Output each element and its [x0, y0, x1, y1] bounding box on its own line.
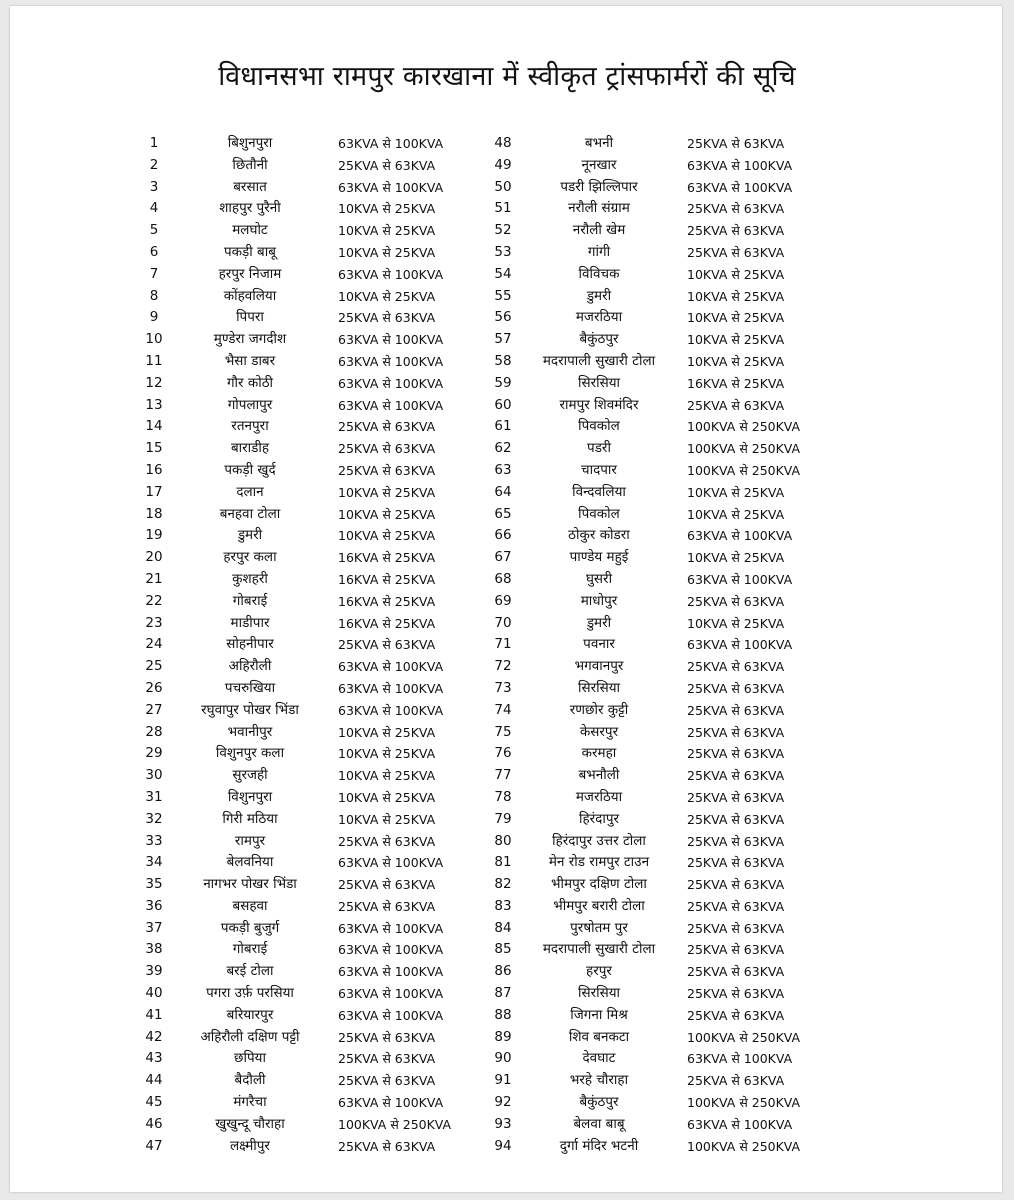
- village-name: हरपुर: [586, 963, 612, 980]
- serial-number: 69: [494, 592, 512, 609]
- village-name: बरियारपुर: [226, 1006, 274, 1023]
- serial-number: 48: [494, 135, 512, 151]
- transformer-capacity: 25KVA से 63KVA: [687, 920, 785, 936]
- serial-number: 43: [145, 1050, 163, 1067]
- transformer-capacity: 10KVA से 25KVA: [338, 528, 436, 544]
- serial-number: 87: [494, 985, 512, 1002]
- serial-number: 4: [149, 200, 159, 217]
- serial-number: 14: [145, 418, 163, 435]
- village-name: घुसरी: [585, 570, 613, 587]
- village-name: डुमरी: [237, 527, 263, 544]
- village-name: बभनौली: [578, 767, 620, 784]
- transformer-capacity: 25KVA से 63KVA: [338, 419, 436, 435]
- transformer-capacity: 25KVA से 63KVA: [687, 855, 785, 871]
- transformer-capacity: 10KVA से 25KVA: [338, 223, 436, 239]
- transformer-capacity: 10KVA से 25KVA: [687, 288, 785, 304]
- serial-number: 41: [145, 1006, 163, 1023]
- village-name: पचरुखिया: [224, 679, 276, 696]
- serial-number: 76: [494, 745, 512, 762]
- serial-number: 30: [145, 767, 163, 784]
- serial-number: 47: [145, 1137, 163, 1154]
- transformer-capacity: 63KVA से 100KVA: [687, 637, 793, 653]
- village-name: रघुवापुर पोखर भिंडा: [201, 701, 299, 718]
- transformer-capacity: 63KVA से 100KVA: [687, 157, 793, 173]
- village-name: अहिरौली: [228, 658, 272, 675]
- transformer-capacity: 100KVA से 250KVA: [687, 419, 801, 435]
- serial-number: 39: [145, 963, 163, 980]
- serial-number: 24: [145, 636, 163, 653]
- transformer-capacity: 63KVA से 100KVA: [338, 332, 444, 348]
- village-name: बरई टोला: [226, 963, 274, 980]
- village-name: विन्दवलिया: [572, 483, 626, 500]
- village-name: बाराडीह: [230, 440, 270, 457]
- transformer-capacity: 10KVA से 25KVA: [338, 811, 436, 827]
- village-name: मंगरैचा: [233, 1094, 267, 1111]
- village-name: सुरजही: [232, 767, 268, 784]
- transformer-capacity: 100KVA से 250KVA: [687, 1138, 801, 1154]
- village-name: पाण्डेय महुई: [569, 549, 629, 566]
- village-name: हिरंदापुर उत्तर टोला: [552, 832, 646, 849]
- serial-number: 70: [494, 614, 512, 631]
- transformer-capacity: 25KVA से 63KVA: [338, 1029, 436, 1045]
- transformer-capacity: 10KVA से 25KVA: [687, 353, 785, 369]
- serial-number: 84: [494, 919, 512, 936]
- transformer-capacity: 63KVA से 100KVA: [338, 397, 444, 413]
- village-name: बिशुनपुरा: [227, 135, 273, 151]
- page-title: विधानसभा रामपुर कारखाना में स्वीकृत ट्रांसफार्मरों की सूचि: [218, 61, 796, 92]
- transformer-capacity: 100KVA से 250KVA: [687, 462, 801, 478]
- village-name: माडीपार: [230, 614, 270, 631]
- village-name: चादपार: [581, 461, 617, 478]
- serial-number: 33: [145, 832, 163, 849]
- transformer-capacity: 25KVA से 63KVA: [687, 244, 785, 260]
- village-name: गौर कोठी: [226, 374, 274, 391]
- transformer-capacity: 25KVA से 63KVA: [687, 659, 785, 675]
- village-name: भगवानपुर: [574, 658, 624, 675]
- serial-number: 56: [494, 309, 512, 326]
- transformer-capacity: 10KVA से 25KVA: [338, 288, 436, 304]
- village-name: कुशहरी: [232, 570, 268, 587]
- village-name: भीमपुर दक्षिण टोला: [551, 876, 647, 893]
- village-name: पडरी: [587, 440, 611, 457]
- serial-number: 66: [494, 527, 512, 544]
- village-name: सिरसिया: [577, 679, 621, 696]
- serial-number: 58: [494, 352, 512, 369]
- village-name: मेन रोड रामपुर टाउन: [548, 854, 650, 871]
- village-name: देवघाट: [582, 1050, 616, 1067]
- village-name: बरसात: [233, 178, 267, 195]
- village-name: लक्ष्मीपुर: [230, 1137, 270, 1154]
- village-name: सोहनीपार: [226, 636, 274, 653]
- serial-number: 6: [149, 243, 159, 260]
- village-name: मलघोट: [232, 222, 268, 239]
- serial-number: 50: [494, 178, 512, 195]
- transformer-capacity: 63KVA से 100KVA: [687, 1116, 793, 1132]
- village-name: नूनखार: [581, 156, 617, 173]
- transformer-capacity: 10KVA से 25KVA: [687, 550, 785, 566]
- serial-number: 31: [145, 788, 163, 805]
- village-name: गांगी: [587, 243, 611, 260]
- serial-number: 45: [145, 1094, 163, 1111]
- village-name: नागभर पोखर भिंडा: [203, 876, 297, 893]
- transformer-capacity: 16KVA से 25KVA: [338, 593, 436, 609]
- serial-number: 90: [494, 1050, 512, 1067]
- village-name: मदरापाली सुखारी टोला: [542, 941, 656, 958]
- serial-number: 35: [145, 876, 163, 893]
- serial-number: 92: [494, 1094, 512, 1111]
- transformer-capacity: 63KVA से 100KVA: [338, 986, 444, 1002]
- transformer-capacity: 10KVA से 25KVA: [338, 506, 436, 522]
- transformer-capacity: 63KVA से 100KVA: [687, 528, 793, 544]
- serial-number: 3: [149, 178, 159, 195]
- transformer-capacity: 25KVA से 63KVA: [687, 1073, 785, 1089]
- village-name: सिरसिया: [577, 985, 621, 1002]
- serial-number: 77: [494, 767, 512, 784]
- village-name: विशुनपुरा: [227, 788, 273, 805]
- serial-number: 57: [494, 331, 512, 348]
- serial-number: 68: [494, 570, 512, 587]
- transformer-capacity: 25KVA से 63KVA: [687, 898, 785, 914]
- transformer-capacity: 25KVA से 63KVA: [687, 877, 785, 893]
- transformer-capacity: 63KVA से 100KVA: [338, 942, 444, 958]
- transformer-capacity: 25KVA से 63KVA: [338, 833, 436, 849]
- transformer-capacity: 25KVA से 63KVA: [338, 877, 436, 893]
- transformer-capacity: 63KVA से 100KVA: [338, 179, 444, 195]
- village-name: शिव बनकटा: [568, 1028, 630, 1045]
- transformer-capacity: 25KVA से 63KVA: [687, 223, 785, 239]
- transformer-capacity: 10KVA से 25KVA: [687, 615, 785, 631]
- village-name: बभनी: [584, 135, 614, 151]
- serial-number: 72: [494, 658, 512, 675]
- serial-number: 34: [145, 854, 163, 871]
- village-name: मजरठिया: [575, 309, 623, 326]
- transformer-capacity: 25KVA से 63KVA: [338, 1138, 436, 1154]
- serial-number: 59: [494, 374, 512, 391]
- serial-number: 52: [494, 222, 512, 239]
- serial-number: 64: [494, 483, 512, 500]
- village-name: गोपलापुर: [227, 396, 273, 413]
- transformer-capacity: 100KVA से 250KVA: [338, 1116, 452, 1132]
- serial-number: 11: [145, 352, 163, 369]
- serial-number: 83: [494, 897, 512, 914]
- serial-number: 21: [145, 570, 163, 587]
- transformer-capacity: 63KVA से 100KVA: [338, 659, 444, 675]
- village-name: विशुनपुर कला: [215, 745, 285, 762]
- village-name: डुमरी: [586, 287, 612, 304]
- transformer-capacity: 10KVA से 25KVA: [687, 310, 785, 326]
- village-name: बेलवनिया: [226, 854, 274, 871]
- serial-number: 79: [494, 810, 512, 827]
- transformer-capacity: 10KVA से 25KVA: [687, 506, 785, 522]
- village-name: हिरंदापुर: [578, 810, 620, 827]
- transformer-capacity: 10KVA से 25KVA: [338, 789, 436, 805]
- transformer-capacity: 25KVA से 63KVA: [687, 942, 785, 958]
- serial-number: 74: [494, 701, 512, 718]
- village-name: गोबराई: [232, 592, 268, 609]
- transformer-capacity: 16KVA से 25KVA: [338, 550, 436, 566]
- village-name: माधोपुर: [580, 592, 618, 609]
- transformer-capacity: 25KVA से 63KVA: [687, 833, 785, 849]
- transformer-capacity: 63KVA से 100KVA: [338, 136, 444, 151]
- transformer-capacity: 63KVA से 100KVA: [687, 179, 793, 195]
- serial-number: 71: [494, 636, 512, 653]
- serial-number: 9: [149, 309, 159, 326]
- transformer-capacity: 25KVA से 63KVA: [338, 157, 436, 173]
- serial-number: 5: [149, 222, 159, 239]
- village-name: मजरठिया: [575, 788, 623, 805]
- serial-number: 51: [494, 200, 512, 217]
- serial-number: 46: [145, 1115, 163, 1132]
- village-name: अहिरौली दक्षिण पट्टी: [200, 1028, 300, 1045]
- transformer-capacity: 25KVA से 63KVA: [338, 637, 436, 653]
- serial-number: 65: [494, 505, 512, 522]
- serial-number: 19: [145, 527, 163, 544]
- transformer-capacity: 25KVA से 63KVA: [687, 964, 785, 980]
- village-name: बसहवा: [232, 897, 268, 914]
- serial-number: 88: [494, 1006, 512, 1023]
- serial-number: 63: [494, 461, 512, 478]
- village-name: शाहपुर पुरैनी: [219, 200, 281, 217]
- transformer-capacity: 25KVA से 63KVA: [687, 680, 785, 696]
- serial-number: 54: [494, 265, 512, 282]
- serial-number: 42: [145, 1028, 163, 1045]
- transformer-capacity: 63KVA से 100KVA: [338, 680, 444, 696]
- transformer-capacity: 63KVA से 100KVA: [338, 964, 444, 980]
- serial-number: 80: [494, 832, 512, 849]
- village-name: बैकुंठपुर: [579, 1094, 619, 1111]
- serial-number: 12: [145, 374, 163, 391]
- transformer-capacity: 10KVA से 25KVA: [687, 484, 785, 500]
- serial-number: 61: [494, 418, 512, 435]
- serial-number: 40: [145, 985, 163, 1002]
- serial-number: 25: [145, 658, 163, 675]
- transformer-capacity: 16KVA से 25KVA: [338, 571, 436, 587]
- village-name: भरहे चौराहा: [569, 1072, 629, 1089]
- transformer-capacity: 63KVA से 100KVA: [338, 702, 444, 718]
- serial-number: 27: [145, 701, 163, 718]
- village-name: दुर्गा मंदिर भटनी: [559, 1137, 639, 1154]
- serial-number: 55: [494, 287, 512, 304]
- serial-number: 86: [494, 963, 512, 980]
- serial-number: 18: [145, 505, 163, 522]
- village-name: भैसा डाबर: [224, 352, 276, 369]
- serial-number: 8: [149, 287, 159, 304]
- transformer-capacity: 100KVA से 250KVA: [687, 1029, 801, 1045]
- serial-number: 60: [494, 396, 512, 413]
- serial-number: 73: [494, 679, 512, 696]
- serial-number: 1: [149, 135, 159, 151]
- village-name: डुमरी: [586, 614, 612, 631]
- serial-number: 44: [145, 1072, 163, 1089]
- serial-number: 38: [145, 941, 163, 958]
- transformer-capacity: 25KVA से 63KVA: [338, 462, 436, 478]
- serial-number: 62: [494, 440, 512, 457]
- transformer-capacity: 10KVA से 25KVA: [338, 244, 436, 260]
- village-name: पकड़ी बाबू: [224, 243, 276, 260]
- village-name: पकड़ी बुजुर्ग: [220, 919, 280, 936]
- transformer-capacity: 25KVA से 63KVA: [687, 397, 785, 413]
- serial-number: 53: [494, 243, 512, 260]
- transformer-capacity: 63KVA से 100KVA: [687, 1051, 793, 1067]
- village-name: हरपुर निजाम: [218, 265, 282, 282]
- serial-number: 16: [145, 461, 163, 478]
- village-name: छितौनी: [232, 156, 268, 173]
- village-name: पगरा उर्फ़ परसिया: [206, 985, 294, 1002]
- village-name: पकड़ी खुर्द: [224, 461, 276, 478]
- serial-number: 82: [494, 876, 512, 893]
- transformer-capacity: 25KVA से 63KVA: [687, 702, 785, 718]
- village-name: बेलवा बाबू: [573, 1115, 625, 1132]
- village-name: रामपुर शिवमंदिर: [559, 396, 639, 413]
- transformer-capacity: 25KVA से 63KVA: [687, 593, 785, 609]
- village-name: गिरी मठिया: [222, 810, 278, 827]
- village-name: करमहा: [581, 745, 617, 762]
- village-name: नरौली संग्राम: [568, 200, 630, 217]
- transformer-capacity: 25KVA से 63KVA: [338, 1051, 436, 1067]
- serial-number: 17: [145, 483, 163, 500]
- village-name: पिवकोल: [578, 505, 620, 522]
- serial-number: 29: [145, 745, 163, 762]
- village-name: ठोकुर कोडरा: [568, 527, 630, 544]
- serial-number: 37: [145, 919, 163, 936]
- serial-number: 81: [494, 854, 512, 871]
- village-name: रणछोर कुट्टी: [569, 701, 629, 718]
- transformer-capacity: 25KVA से 63KVA: [338, 898, 436, 914]
- transformer-capacity: 25KVA से 63KVA: [687, 811, 785, 827]
- village-name: गोबराई: [232, 941, 268, 958]
- serial-number: 32: [145, 810, 163, 827]
- transformer-capacity: 10KVA से 25KVA: [687, 332, 785, 348]
- serial-number: 22: [145, 592, 163, 609]
- village-name: पिपरा: [236, 309, 264, 326]
- serial-number: 23: [145, 614, 163, 631]
- village-name: मदरापाली सुखारी टोला: [542, 352, 656, 369]
- village-name: भीमपुर बरारी टोला: [553, 897, 645, 914]
- serial-number: 91: [494, 1072, 512, 1089]
- transformer-capacity: 10KVA से 25KVA: [338, 201, 436, 217]
- serial-number: 20: [145, 549, 163, 566]
- transformer-capacity: 100KVA से 250KVA: [687, 441, 801, 457]
- village-name: मुण्डेरा जगदीश: [213, 331, 287, 348]
- serial-number: 75: [494, 723, 512, 740]
- transformer-capacity: 16KVA से 25KVA: [687, 375, 785, 391]
- transformer-capacity: 25KVA से 63KVA: [687, 986, 785, 1002]
- serial-number: 2: [149, 156, 159, 173]
- village-name: खुखुन्दू चौराहा: [215, 1115, 285, 1132]
- serial-number: 94: [494, 1137, 512, 1154]
- transformer-capacity: 25KVA से 63KVA: [338, 441, 436, 457]
- transformer-capacity: 63KVA से 100KVA: [338, 855, 444, 871]
- village-name: दलान: [236, 483, 264, 500]
- serial-number: 67: [494, 549, 512, 566]
- village-name: विविचक: [578, 265, 620, 282]
- village-name: हरपुर कला: [223, 549, 277, 566]
- village-name: रामपुर: [234, 832, 266, 849]
- village-name: नरौली खेम: [572, 222, 626, 239]
- village-name: पुरषोतम पुर: [570, 919, 628, 936]
- village-name: रतनपुरा: [231, 418, 269, 435]
- transformer-capacity: 63KVA से 100KVA: [338, 375, 444, 391]
- transformer-capacity: 25KVA से 63KVA: [338, 310, 436, 326]
- serial-number: 89: [494, 1028, 512, 1045]
- serial-number: 13: [145, 396, 163, 413]
- transformer-capacity: 63KVA से 100KVA: [338, 920, 444, 936]
- serial-number: 49: [494, 156, 512, 173]
- transformer-capacity: 25KVA से 63KVA: [687, 136, 785, 151]
- serial-number: 78: [494, 788, 512, 805]
- transformer-capacity: 10KVA से 25KVA: [687, 266, 785, 282]
- village-name: भवानीपुर: [227, 723, 273, 740]
- transformer-capacity: 25KVA से 63KVA: [687, 1007, 785, 1023]
- transformer-capacity: 63KVA से 100KVA: [338, 353, 444, 369]
- transformer-capacity: 10KVA से 25KVA: [338, 768, 436, 784]
- village-name: कोंहवलिया: [223, 287, 277, 304]
- transformer-capacity: 16KVA से 25KVA: [338, 615, 436, 631]
- transformer-capacity: 25KVA से 63KVA: [687, 201, 785, 217]
- serial-number: 7: [149, 265, 159, 282]
- transformer-capacity: 63KVA से 100KVA: [687, 571, 793, 587]
- transformer-capacity: 25KVA से 63KVA: [687, 724, 785, 740]
- serial-number: 15: [145, 440, 163, 457]
- serial-number: 93: [494, 1115, 512, 1132]
- village-name: केसरपुर: [579, 723, 619, 740]
- transformer-capacity: 10KVA से 25KVA: [338, 484, 436, 500]
- transformer-capacity: 10KVA से 25KVA: [338, 746, 436, 762]
- village-name: सिरसिया: [577, 374, 621, 391]
- transformer-capacity: 25KVA से 63KVA: [338, 1073, 436, 1089]
- village-name: पवनार: [583, 636, 615, 653]
- serial-number: 36: [145, 897, 163, 914]
- transformer-capacity: 100KVA से 250KVA: [687, 1095, 801, 1111]
- village-name: पिवकोल: [578, 418, 620, 435]
- transformer-capacity: 25KVA से 63KVA: [687, 789, 785, 805]
- serial-number: 28: [145, 723, 163, 740]
- serial-number: 10: [145, 331, 163, 348]
- village-name: छपिया: [234, 1050, 266, 1067]
- transformer-capacity: 25KVA से 63KVA: [687, 768, 785, 784]
- village-name: बैकुंठपुर: [579, 331, 619, 348]
- village-name: बनहवा टोला: [219, 505, 281, 522]
- village-name: पडरी झिल्लिपार: [560, 178, 638, 195]
- serial-number: 26: [145, 679, 163, 696]
- village-name: बैदौली: [234, 1072, 266, 1089]
- transformer-capacity: 63KVA से 100KVA: [338, 1095, 444, 1111]
- serial-number: 85: [494, 941, 512, 958]
- transformer-capacity: 10KVA से 25KVA: [338, 724, 436, 740]
- village-name: जिगना मिश्र: [570, 1006, 628, 1023]
- transformer-capacity: 63KVA से 100KVA: [338, 266, 444, 282]
- transformer-capacity: 25KVA से 63KVA: [687, 746, 785, 762]
- transformer-capacity: 63KVA से 100KVA: [338, 1007, 444, 1023]
